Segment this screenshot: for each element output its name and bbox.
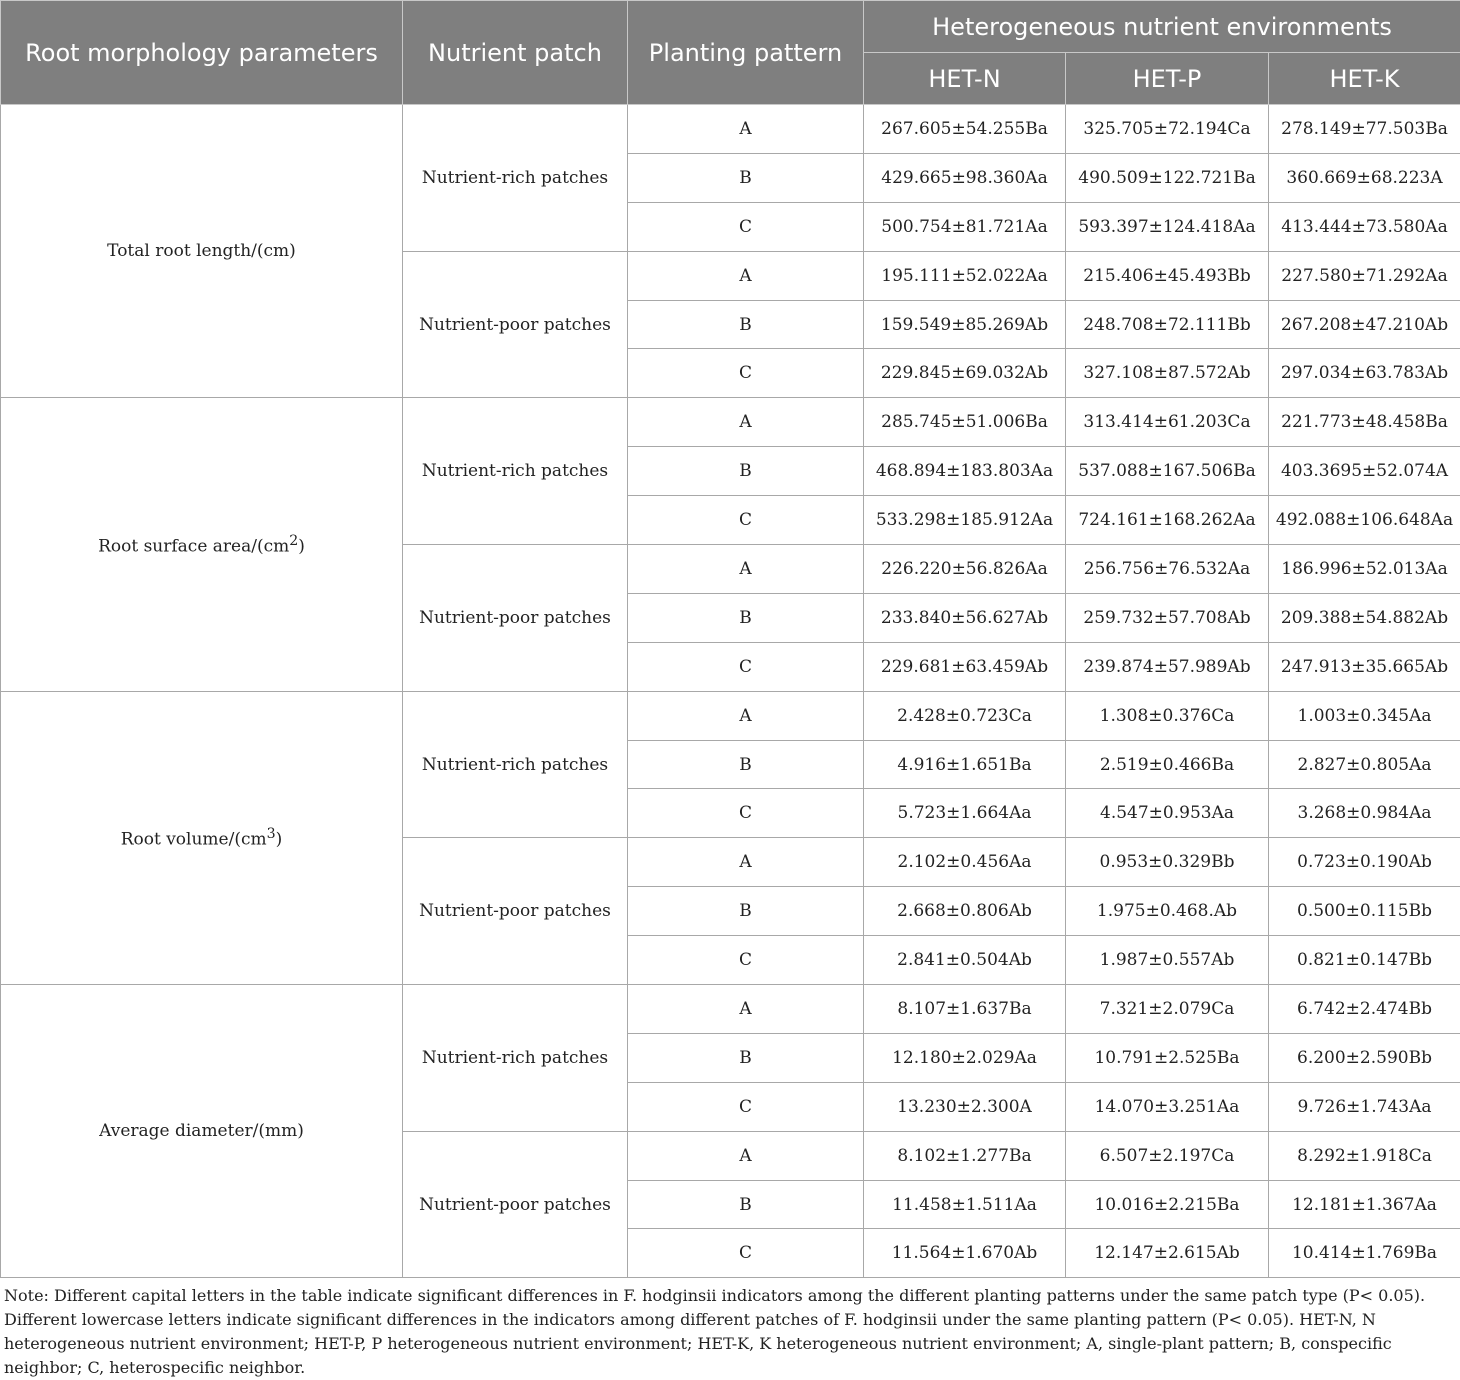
het-p-value-cell: 6.507±2.197Ca <box>1066 1131 1269 1180</box>
het-k-value-cell: 6.200±2.590Bb <box>1269 1033 1460 1082</box>
het-k-value-cell: 0.821±0.147Bb <box>1269 936 1460 985</box>
het-n-value-cell: 468.894±183.803Aa <box>864 447 1066 496</box>
het-k-value-cell: 0.723±0.190Ab <box>1269 838 1460 887</box>
het-n-value-cell: 2.102±0.456Aa <box>864 838 1066 887</box>
het-p-value-cell: 239.874±57.989Ab <box>1066 642 1269 691</box>
table-row <box>1 398 1460 447</box>
nutrient-patch-cell: Nutrient-poor patches <box>403 251 628 398</box>
het-p-value-cell: 537.088±167.506Ba <box>1066 447 1269 496</box>
planting-pattern-cell: C <box>628 789 864 838</box>
het-n-value-cell: 285.745±51.006Ba <box>864 398 1066 447</box>
het-n-value-cell: 229.681±63.459Ab <box>864 642 1066 691</box>
planting-pattern-cell: B <box>628 153 864 202</box>
nutrient-patch-cell: Nutrient-poor patches <box>403 545 628 692</box>
het-p-value-cell: 593.397±124.418Aa <box>1066 202 1269 251</box>
het-k-value-cell: 221.773±48.458Ba <box>1269 398 1460 447</box>
nutrient-patch-cell: Nutrient-poor patches <box>403 838 628 985</box>
het-n-value-cell: 4.916±1.651Ba <box>864 740 1066 789</box>
het-k-value-cell: 2.827±0.805Aa <box>1269 740 1460 789</box>
het-n-value-cell: 229.845±69.032Ab <box>864 349 1066 398</box>
planting-pattern-cell: A <box>628 985 864 1034</box>
het-n-value-cell: 13.230±2.300A <box>864 1082 1066 1131</box>
het-n-value-cell: 5.723±1.664Aa <box>864 789 1066 838</box>
het-k-value-cell: 186.996±52.013Aa <box>1269 545 1460 594</box>
nutrient-patch-cell: Nutrient-rich patches <box>403 985 628 1132</box>
table-body <box>1 105 1460 1278</box>
het-p-value-cell: 2.519±0.466Ba <box>1066 740 1269 789</box>
het-k-value-cell: 9.726±1.743Aa <box>1269 1082 1460 1131</box>
het-p-value-cell: 14.070±3.251Aa <box>1066 1082 1269 1131</box>
planting-pattern-cell: B <box>628 300 864 349</box>
het-k-value-cell: 492.088±106.648Aa <box>1269 496 1460 545</box>
het-k-value-cell: 403.3695±52.074A <box>1269 447 1460 496</box>
planting-pattern-cell: B <box>628 887 864 936</box>
het-n-value-cell: 12.180±2.029Aa <box>864 1033 1066 1082</box>
het-k-value-cell: 227.580±71.292Aa <box>1269 251 1460 300</box>
het-n-value-cell: 233.840±56.627Ab <box>864 593 1066 642</box>
het-n-value-cell: 500.754±81.721Aa <box>864 202 1066 251</box>
het-p-value-cell: 215.406±45.493Bb <box>1066 251 1269 300</box>
het-p-value-cell: 0.953±0.329Bb <box>1066 838 1269 887</box>
het-n-value-cell: 429.665±98.360Aa <box>864 153 1066 202</box>
het-k-value-cell: 360.669±68.223A <box>1269 153 1460 202</box>
het-p-value-cell: 10.791±2.525Ba <box>1066 1033 1269 1082</box>
table-row <box>1 985 1460 1034</box>
het-k-value-cell: 3.268±0.984Aa <box>1269 789 1460 838</box>
het-k-value-cell: 278.149±77.503Ba <box>1269 105 1460 154</box>
het-n-value-cell: 159.549±85.269Ab <box>864 300 1066 349</box>
planting-pattern-cell: C <box>628 496 864 545</box>
het-n-value-cell: 267.605±54.255Ba <box>864 105 1066 154</box>
planting-pattern-cell: B <box>628 593 864 642</box>
header-het-n: HET-N <box>864 53 1066 105</box>
het-p-value-cell: 7.321±2.079Ca <box>1066 985 1269 1034</box>
parameter-cell: Total root length/(cm) <box>1 105 403 398</box>
planting-pattern-cell: C <box>628 936 864 985</box>
header-root-morphology-parameters: Root morphology parameters <box>1 1 403 105</box>
planting-pattern-cell: A <box>628 545 864 594</box>
planting-pattern-cell: A <box>628 251 864 300</box>
het-k-value-cell: 8.292±1.918Ca <box>1269 1131 1460 1180</box>
het-n-value-cell: 2.841±0.504Ab <box>864 936 1066 985</box>
planting-pattern-cell: C <box>628 1082 864 1131</box>
het-n-value-cell: 2.428±0.723Ca <box>864 691 1066 740</box>
het-k-value-cell: 6.742±2.474Bb <box>1269 985 1460 1034</box>
table-header <box>1 1 1460 105</box>
het-k-value-cell: 247.913±35.665Ab <box>1269 642 1460 691</box>
het-p-value-cell: 325.705±72.194Ca <box>1066 105 1269 154</box>
het-p-value-cell: 1.308±0.376Ca <box>1066 691 1269 740</box>
het-p-value-cell: 327.108±87.572Ab <box>1066 349 1269 398</box>
planting-pattern-cell: C <box>628 642 864 691</box>
het-p-value-cell: 313.414±61.203Ca <box>1066 398 1269 447</box>
het-p-value-cell: 248.708±72.111Bb <box>1066 300 1269 349</box>
het-k-value-cell: 0.500±0.115Bb <box>1269 887 1460 936</box>
het-p-value-cell: 724.161±168.262Aa <box>1066 496 1269 545</box>
het-n-value-cell: 533.298±185.912Aa <box>864 496 1066 545</box>
het-n-value-cell: 195.111±52.022Aa <box>864 251 1066 300</box>
het-p-value-cell: 259.732±57.708Ab <box>1066 593 1269 642</box>
het-p-value-cell: 1.975±0.468.Ab <box>1066 887 1269 936</box>
het-k-value-cell: 413.444±73.580Aa <box>1269 202 1460 251</box>
parameter-cell: Average diameter/(mm) <box>1 985 403 1278</box>
parameter-cell: Root surface area/$(cm^2)$ <box>1 398 403 691</box>
het-n-value-cell: 8.107±1.637Ba <box>864 985 1066 1034</box>
table-row <box>1 691 1460 740</box>
het-p-value-cell: 256.756±76.532Aa <box>1066 545 1269 594</box>
planting-pattern-cell: A <box>628 1131 864 1180</box>
het-k-value-cell: 267.208±47.210Ab <box>1269 300 1460 349</box>
planting-pattern-cell: A <box>628 838 864 887</box>
nutrient-patch-cell: Nutrient-rich patches <box>403 398 628 545</box>
het-p-value-cell: 490.509±122.721Ba <box>1066 153 1269 202</box>
planting-pattern-cell: A <box>628 691 864 740</box>
header-planting-pattern: Planting pattern <box>628 1 864 105</box>
het-n-value-cell: 11.458±1.511Aa <box>864 1180 1066 1229</box>
planting-pattern-cell: B <box>628 1180 864 1229</box>
header-nutrient-patch: Nutrient patch <box>403 1 628 105</box>
het-k-value-cell: 1.003±0.345Aa <box>1269 691 1460 740</box>
planting-pattern-cell: A <box>628 398 864 447</box>
header-het-p: HET-P <box>1066 53 1269 105</box>
het-n-value-cell: 226.220±56.826Aa <box>864 545 1066 594</box>
header-het-k: HET-K <box>1269 53 1460 105</box>
het-p-value-cell: 4.547±0.953Aa <box>1066 789 1269 838</box>
nutrient-patch-cell: Nutrient-rich patches <box>403 691 628 838</box>
het-p-value-cell: 12.147±2.615Ab <box>1066 1229 1269 1278</box>
planting-pattern-cell: B <box>628 447 864 496</box>
planting-pattern-cell: A <box>628 105 864 154</box>
het-p-value-cell: 10.016±2.215Ba <box>1066 1180 1269 1229</box>
planting-pattern-cell: C <box>628 202 864 251</box>
planting-pattern-cell: B <box>628 1033 864 1082</box>
het-p-value-cell: 1.987±0.557Ab <box>1066 936 1269 985</box>
het-k-value-cell: 297.034±63.783Ab <box>1269 349 1460 398</box>
het-n-value-cell: 11.564±1.670Ab <box>864 1229 1066 1278</box>
het-k-value-cell: 12.181±1.367Aa <box>1269 1180 1460 1229</box>
het-n-value-cell: 8.102±1.277Ba <box>864 1131 1066 1180</box>
planting-pattern-cell: C <box>628 1229 864 1278</box>
het-n-value-cell: 2.668±0.806Ab <box>864 887 1066 936</box>
het-k-value-cell: 209.388±54.882Ab <box>1269 593 1460 642</box>
planting-pattern-cell: B <box>628 740 864 789</box>
table-row <box>1 105 1460 154</box>
header-heterogeneous-environments: Heterogeneous nutrient environments <box>864 1 1460 53</box>
het-k-value-cell: 10.414±1.769Ba <box>1269 1229 1460 1278</box>
nutrient-patch-cell: Nutrient-rich patches <box>403 105 628 252</box>
nutrient-patch-cell: Nutrient-poor patches <box>403 1131 628 1278</box>
table-note: Note: Different capital letters in the table indicate significant differences in F. hodginsii indicators among the different planting patterns under the same patch type (P< 0.05). Different lowercase letters indicate significant differences in the indicators among different patches of F. hodginsii under the same planting pattern (P< 0.05). HET-N, N heterogeneous nutrient environment; HET-P, P heterogeneous nutrient environment; HET-K, K heterogeneous nutrient environment; A, single-plant pattern; B, conspecific neighbor; C, heterospecific neighbor. <box>4 1284 1456 1380</box>
parameter-cell: Root volume/$(cm^3)$ <box>1 691 403 984</box>
planting-pattern-cell: C <box>628 349 864 398</box>
